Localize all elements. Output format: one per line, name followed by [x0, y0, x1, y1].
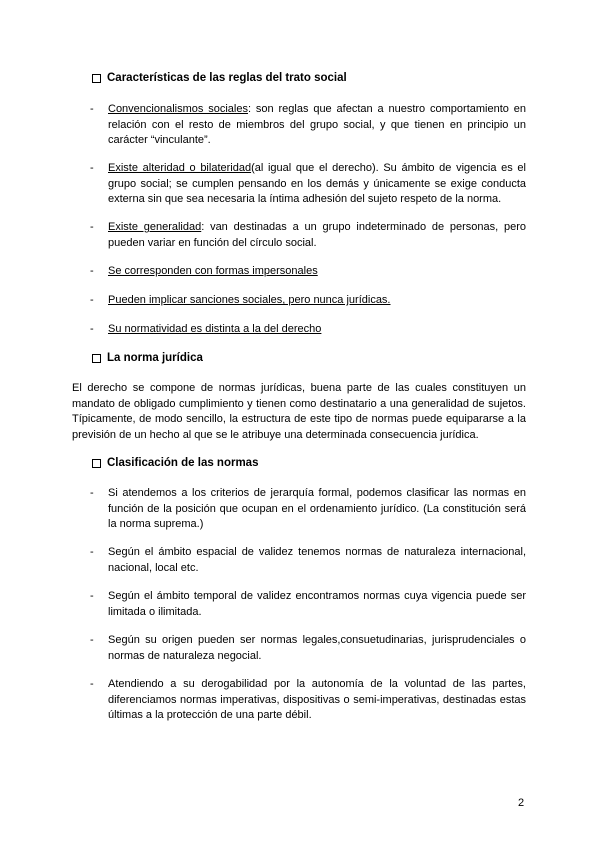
section-heading-clasificacion	[92, 457, 258, 469]
list-item	[90, 264, 526, 280]
heading-text: Clasificación de las normas	[107, 457, 259, 469]
list-item	[90, 677, 526, 724]
item-text: : son reglas que afectan a nuestro comportamiento en relación con el resto de miembros del grupo social, y que tienen en principio un carácter “vinculante”.	[108, 103, 526, 146]
list-item	[90, 322, 526, 338]
bullet-dash: -	[90, 323, 94, 335]
bullet-dash: -	[90, 294, 94, 306]
item-underlined: Existe generalidad	[108, 221, 202, 233]
bullet-dash: -	[90, 103, 94, 115]
list-item	[90, 102, 526, 149]
checkbox-icon	[92, 74, 101, 83]
bullet-dash: -	[90, 265, 94, 277]
checkbox-icon	[92, 459, 101, 468]
checkbox-icon	[92, 354, 101, 363]
list-item	[90, 486, 526, 533]
section-heading-trato-social	[92, 72, 347, 84]
bullet-dash: -	[90, 546, 94, 558]
section-heading-norma-juridica	[92, 352, 203, 364]
list-item	[90, 161, 526, 208]
page-number: 2	[518, 797, 525, 809]
item-text: Atendiendo a su derogabilidad por la autonomía de la voluntad de las partes, diferenciamos normas imperativas, dispositivas o semi-imperativas, destinadas estas últimas a la protección de una parte débil.	[108, 678, 526, 721]
item-text: Según el ámbito temporal de validez encontramos normas cuya vigencia puede ser limitada o ilimitada.	[108, 590, 526, 618]
item-text: Según el ámbito espacial de validez tenemos normas de naturaleza internacional, nacional, local etc.	[108, 546, 526, 574]
paragraph: El derecho se compone de normas jurídicas, buena parte de las cuales constituyen un mandato de obligado cumplimiento y tienen como destinatario a una generalidad de sujetos. Típicamente, de modo sencillo, la estructura de este tipo de normas puede equipararse a la previsión de un hecho al que se le atribuye una determinada consecuencia jurídica.	[72, 382, 526, 441]
item-text: Según su origen pueden ser normas legales,consuetudinarias, jurisprudenciales o normas de naturaleza negocial.	[108, 634, 526, 662]
list-item	[90, 589, 526, 620]
bullet-dash: -	[90, 162, 94, 174]
item-underlined: Convencionalismos sociales	[108, 103, 248, 115]
item-underlined: Su normatividad es distinta a la del derecho	[108, 323, 322, 335]
item-text: Si atendemos a los criterios de jerarquía formal, podemos clasificar las normas en función de la posición que ocupan en el ordenamiento jurídico. (La constitución será la norma suprema.)	[108, 487, 526, 530]
heading-text: La norma jurídica	[107, 352, 203, 364]
bullet-dash: -	[90, 634, 94, 646]
bullet-dash: -	[90, 221, 94, 233]
item-underlined: Existe alteridad o bilateridad	[108, 162, 252, 174]
bullet-dash: -	[90, 487, 94, 499]
item-text: (al igual que el derecho). Su ámbito de vigencia es el grupo social; se cumplen pensando en los demás y únicamente se exige conducta externa sin que sea necesaria la íntima adhesión del sujeto respeto de la norma.	[108, 162, 526, 205]
heading-text: Características de las reglas del trato social	[107, 72, 347, 84]
list-item	[90, 220, 526, 251]
list-item	[90, 293, 526, 309]
bullet-dash: -	[90, 590, 94, 602]
item-underlined: Se corresponden con formas impersonales	[108, 265, 318, 277]
item-underlined: Pueden implicar sanciones sociales, pero nunca jurídicas.	[108, 294, 391, 306]
item-text: : van destinadas a un grupo indeterminado de personas, pero pueden variar en función del círculo social.	[108, 221, 526, 249]
list-item	[90, 545, 526, 576]
bullet-dash: -	[90, 678, 94, 690]
list-item	[90, 633, 526, 664]
